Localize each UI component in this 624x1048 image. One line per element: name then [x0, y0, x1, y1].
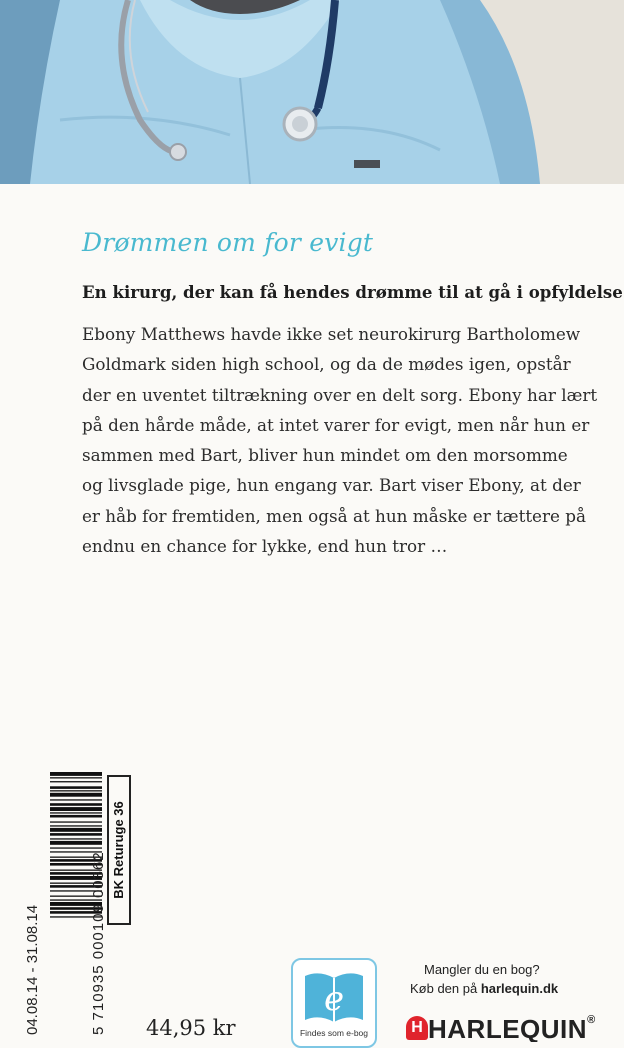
blurb-line: er håb for fremtiden, men også at hun måske er tættere på [82, 505, 587, 526]
barcode-bar [50, 828, 102, 832]
barcode-bar [50, 841, 102, 845]
ebook-caption: Findes som e-bog [299, 1028, 369, 1038]
tagline: Drømmen om for evigt [82, 228, 374, 257]
blurb-line: sammen med Bart, bliver hun mindet om den morsomme [82, 445, 568, 466]
blurb-line: endnu en chance for lykke, end hun tror … [82, 536, 448, 557]
logo-mark: H [406, 1016, 428, 1040]
blurb-line: på den hårde måde, at intet varer for evigt, men når hun er [82, 414, 590, 435]
blurb-line: der en uventet tiltrækning over en delt sorg. Ebony har lært [82, 384, 598, 405]
barcode-bar [50, 838, 102, 839]
blurb-line: Ebony Matthews havde ikke set neurokirurg Bartholomew [82, 324, 581, 344]
barcode-bar [50, 815, 102, 818]
barcode-bar [50, 777, 102, 778]
order-line-1: Mangler du en bog? [424, 962, 540, 977]
barcode-bar [50, 793, 102, 797]
return-week-label: BK Returuge 36 [107, 775, 131, 925]
price: 44,95 kr [146, 1016, 236, 1040]
barcode-bar [50, 781, 102, 782]
barcode-bar [50, 772, 102, 776]
barcode-bar [50, 833, 102, 836]
barcode-bar [50, 799, 102, 800]
barcode-dates: 04.08.14 - 31.08.14 [24, 904, 41, 1035]
order-line-2 [410, 981, 558, 996]
subtitle: En kirurg, der kan få hendes drømme til at gå i opfyldelse [82, 282, 623, 302]
order-prefix: Køb den på [410, 981, 481, 996]
cover-photo-doctor [0, 0, 624, 184]
e-book-icon [301, 966, 367, 1026]
barcode-bar [50, 807, 102, 811]
logo-wordmark: HARLEQUIN [428, 1014, 588, 1042]
barcode-number: 5 710935 000109 00362 [90, 851, 107, 1035]
logo-registered: ® [587, 1014, 596, 1026]
barcode-bar [50, 803, 102, 806]
blurb-line: Goldmark siden high school, og da de mødes igen, opstår [82, 354, 571, 375]
blurb [82, 319, 598, 561]
barcode-bar [50, 812, 102, 813]
blurb-line: og livsglade pige, hun engang var. Bart viser Ebony, at der [82, 475, 581, 496]
barcode-bar [50, 821, 102, 822]
barcode-bar [50, 825, 102, 826]
ebook-badge [291, 958, 377, 1048]
svg-text:e: e [323, 979, 345, 1019]
order-site-link[interactable]: harlequin.dk [480, 981, 559, 996]
barcode-bar [50, 786, 102, 789]
barcode-bar [50, 790, 102, 791]
doctor-scrubs-illustration [0, 0, 624, 184]
barcode-bar [50, 847, 102, 848]
